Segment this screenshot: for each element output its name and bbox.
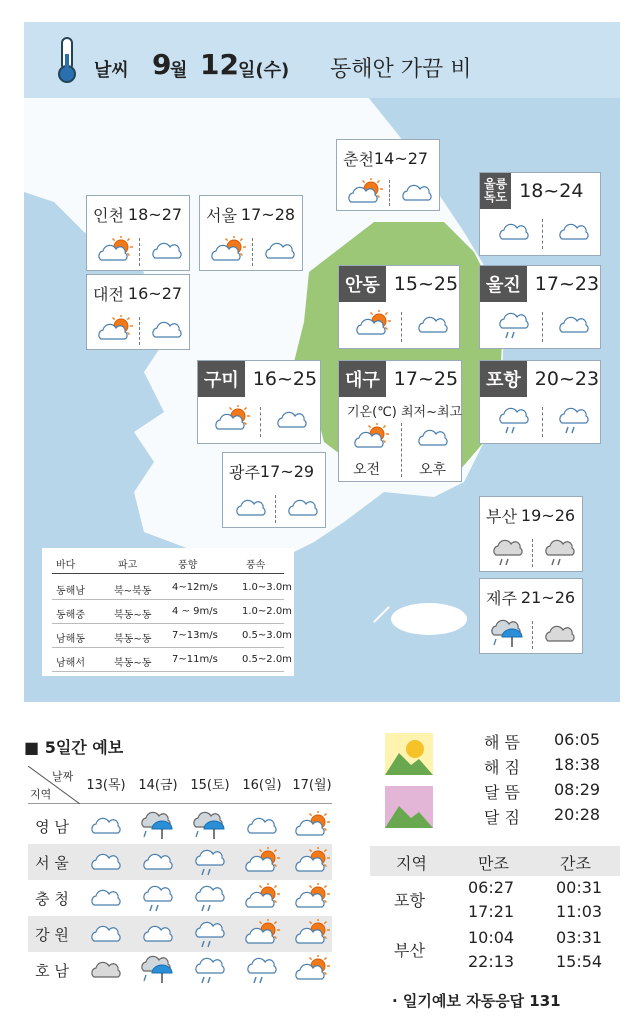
umbrella-rain-icon [138,811,176,841]
city-name: 광주 [229,462,260,482]
astro-label: 달 짐 [484,808,520,827]
cloudy-icon [86,883,124,913]
cloudy-icon [554,217,592,251]
umbrella-rain-icon [190,811,228,845]
region-name: 영 남 [35,818,69,836]
weather-map [24,22,620,702]
cloudy-icon [397,178,435,208]
cloudy-icon [554,310,592,344]
city-box-gumi [197,360,321,444]
forecast-day: 13(목) [86,778,126,793]
city-name-top: 울릉 [484,177,508,191]
gray-rain-icon [488,537,526,567]
sea-cell: 7~11m/s [172,654,218,665]
city-temp: 20~23 [534,368,600,390]
cloudy-rain-icon [190,919,228,949]
header-month-unit: 월 [170,60,188,81]
tide-high-time: 17:21 [468,902,515,921]
sea-cell: 북동~동 [114,634,152,645]
city-box-busan [479,496,583,572]
partly-cloudy-icon [242,847,280,881]
divider [542,312,543,342]
city-temp: 18~24 [519,180,584,202]
cloudy-rain-icon [138,883,176,917]
header-word-weather: 날씨 [94,60,129,81]
city-box-seoul [199,195,303,271]
city-temp: 19~26 [520,505,576,525]
tide-low-time: 15:54 [556,952,603,971]
gray-rain-icon [540,537,578,567]
divider [275,495,276,523]
sea-header: 바다 [56,560,76,571]
partly-cloudy-icon [208,236,246,266]
city-temp: 15~25 [393,273,459,295]
astro-time: 18:38 [554,755,601,774]
city-temp: 16~25 [252,368,318,390]
city-name: 춘천 [343,149,374,169]
forecast-day: 15(토) [190,778,230,793]
corner-top-label: 날짜 [52,770,74,783]
cloudy-icon [397,178,435,212]
forecast-row [28,844,332,880]
city-box-chuncheon [336,139,440,211]
partly-cloudy-icon [353,310,391,344]
city-name: 대구 [339,361,386,397]
forecast-row [28,880,332,916]
tide-low-time: 03:31 [556,928,603,947]
cloudy-rain-icon [190,883,228,913]
forecast-day: 16(일) [242,778,282,793]
region-name: 충 청 [35,890,69,908]
cloudy-rain-icon [190,847,228,877]
partly-cloudy-icon [292,919,330,953]
cloudy-icon [86,811,124,841]
cloudy-icon [413,310,451,344]
city-temp: 17~29 [259,461,315,481]
forecast-title: ■ 5일간 예보 [24,738,124,757]
cloudy-icon [86,919,124,953]
partly-cloudy-icon [292,955,330,989]
sea-cell: 남해동 [56,634,85,645]
sea-cell: 1.0~2.0m [242,606,292,617]
cloudy-rain-icon [494,310,532,344]
astro-label: 달 뜸 [484,783,520,802]
moonrise-icon [385,786,433,828]
cloudy-icon [86,847,124,881]
city-temp: 17~25 [393,368,459,390]
sea-cell: 4~12m/s [172,582,218,593]
cloudy-icon [138,847,176,881]
umbrella-rain-icon [138,811,176,845]
sunrise-icon [385,733,433,775]
cloudy-icon [272,405,310,435]
tide-header-row [370,846,620,876]
cloudy-rain-icon [190,955,228,989]
cloudy-icon [138,847,176,877]
partly-cloudy-icon [212,405,250,439]
partly-cloudy-icon [95,315,133,345]
gray-cloud-icon [86,955,124,985]
city-temp: 17~28 [240,204,296,224]
cloudy-rain-icon [242,955,280,989]
partly-cloudy-icon [292,955,330,985]
divider [401,423,402,477]
partly-cloudy-icon [242,883,280,917]
city-name: 제주 [486,588,517,608]
partly-cloudy-icon [292,919,330,949]
partly-cloudy-icon [351,423,389,453]
partly-cloudy-icon [345,178,383,208]
astro-time: 06:05 [554,730,601,749]
cloudy-icon [147,236,185,270]
partly-cloudy-icon [292,883,330,917]
region-name: 서 울 [35,854,69,872]
divider [139,238,140,266]
cloudy-icon [260,236,298,266]
city-box-daejeon [86,274,190,350]
partly-cloudy-icon [292,847,330,877]
sea-row [52,648,292,672]
city-box-gwangju [222,452,326,528]
tide-place: 포항 [394,891,425,910]
cloudy-icon [494,217,532,247]
partly-cloudy-icon [353,310,391,340]
cloudy-rain-icon [554,405,592,439]
cloudy-rain-icon [242,955,280,985]
thermometer-icon [54,36,80,84]
cloudy-icon [554,310,592,340]
divider [389,180,390,206]
cloudy-rain-icon [138,883,176,913]
cloudy-icon [242,811,280,841]
header-bar [24,22,620,98]
city-name: 인천 [93,205,124,225]
cloudy-icon [231,493,269,523]
cloudy-icon [147,315,185,345]
city-temp: 14~27 [373,148,429,168]
umbrella-rain-icon [190,811,228,841]
sea-header: 파고 [118,560,138,571]
umbrella-rain-icon [138,955,176,989]
divider [139,317,140,345]
partly-cloudy-icon [242,883,280,913]
city-name: 울진 [480,266,527,302]
city-name: 서울 [206,205,237,225]
divider [542,407,543,437]
gray-cloud-icon [540,619,578,649]
partly-cloudy-icon [345,178,383,212]
cloudy-icon [147,315,185,349]
city-box-pohang [479,360,601,444]
divider [260,407,261,437]
sea-conditions-table [42,548,294,676]
city-temp: 17~23 [534,273,600,295]
city-name: 포항 [480,361,527,397]
partly-cloudy-icon [208,236,246,270]
forecast-row [28,952,332,988]
tide-low-time: 00:31 [556,878,603,897]
city-box-ulleung [479,172,601,256]
legend-pm: 오후 [419,462,447,478]
cloudy-rain-icon [190,847,228,881]
partly-cloudy-icon [95,236,133,270]
header-day: 12 [200,48,239,81]
cloudy-icon [147,236,185,266]
sea-cell: 북동~동 [114,610,152,621]
cloudy-rain-icon [494,405,532,439]
legend-am: 오전 [353,462,381,478]
sea-cell: 1.0~3.0m [242,582,292,593]
sea-cell: 북~북동 [114,586,152,597]
cloudy-icon [413,310,451,340]
region-name: 강 원 [35,926,69,944]
partly-cloudy-icon [292,811,330,841]
tide-header: 지역 [396,854,427,873]
cloudy-icon [413,423,451,457]
cloudy-icon [554,217,592,247]
city-box-incheon [86,195,190,271]
partly-cloudy-icon [95,236,133,266]
astro-time: 20:28 [554,805,601,824]
gray-cloud-icon [86,955,124,989]
cloudy-icon [86,811,124,845]
cloudy-icon [231,493,269,527]
sea-row [52,600,292,624]
cloudy-icon [86,883,124,917]
sea-cell: 0.5~3.0m [242,630,292,641]
tide-low-time: 11:03 [556,902,603,921]
cloudy-rain-icon [494,310,532,340]
gray-rain-icon [488,537,526,571]
gray-cloud-icon [540,619,578,653]
tide-place: 부산 [394,941,425,960]
region-name: 호 남 [35,962,69,980]
gray-rain-icon [540,537,578,571]
umbrella-rain-icon [488,619,526,653]
tide-high-time: 22:13 [468,952,515,971]
city-box-andong [338,265,460,349]
forecast-day: 17(월) [292,778,332,793]
city-name: 안동 [339,266,386,302]
cloudy-icon [260,236,298,270]
city-name-bottom: 독도 [484,190,508,204]
city-temp: 21~26 [520,587,576,607]
partly-cloudy-icon [242,847,280,877]
cloudy-icon [272,405,310,439]
astro-label: 해 뜸 [484,733,520,752]
sea-cell: 7~13m/s [172,630,218,641]
partly-cloudy-icon [242,919,280,949]
sea-header: 풍속 [246,560,266,571]
cloudy-icon [283,493,321,527]
partly-cloudy-icon [212,405,250,435]
cloudy-icon [413,423,451,453]
corner-bottom-label: 지역 [30,788,52,801]
divider [532,621,533,649]
city-name: 구미 [198,361,245,397]
sea-header-row [52,550,284,574]
city-box-uljin [479,265,601,349]
partly-cloudy-icon [242,919,280,953]
forecast-header-row [28,766,332,804]
city-box-daegu [338,360,462,482]
city-temp: 18~27 [127,204,183,224]
cloudy-rain-icon [554,405,592,435]
partly-cloudy-icon [95,315,133,349]
cloudy-icon [138,919,176,949]
divider [252,238,253,266]
divider [532,539,533,567]
sea-header: 풍향 [178,560,198,571]
sea-cell: 남해서 [56,658,85,669]
cloudy-rain-icon [190,883,228,917]
city-name: 대전 [93,284,124,304]
tide-high-time: 10:04 [468,928,515,947]
sea-row [52,576,292,600]
sea-cell: 동해중 [56,610,85,621]
cloudy-rain-icon [190,919,228,953]
umbrella-rain-icon [488,619,526,649]
sea-cell: 0.5~2.0m [242,654,292,665]
tide-header: 만조 [478,854,509,873]
header-headline: 동해안 가끔 비 [330,57,472,82]
cloudy-icon [86,919,124,949]
tide-high-time: 06:27 [468,878,515,897]
partly-cloudy-icon [351,423,389,457]
sea-row [52,624,292,648]
sea-cell: 4 ~ 9m/s [172,606,218,617]
footer-note: · 일기예보 자동응답 131 [392,992,561,1010]
city-temp: 16~27 [127,283,183,303]
forecast-day: 14(금) [138,778,178,793]
forecast-row [28,916,332,952]
header-day-unit: 일(수) [238,60,290,81]
cloudy-rain-icon [190,955,228,985]
sea-cell: 동해남 [56,586,85,597]
divider [542,219,543,249]
cloudy-icon [86,847,124,877]
partly-cloudy-icon [292,847,330,881]
city-name [480,173,511,209]
partly-cloudy-icon [292,811,330,845]
cloudy-icon [138,919,176,953]
forecast-row [28,808,332,844]
legend-caption: 기온(℃) 최저~최고 [347,405,463,420]
city-box-jeju [479,578,583,654]
astro-label: 해 짐 [484,758,520,777]
partly-cloudy-icon [292,883,330,913]
cloudy-icon [494,217,532,251]
cloudy-icon [283,493,321,523]
sea-cell: 북동~동 [114,658,152,669]
divider [401,312,402,342]
city-name: 부산 [486,506,517,526]
header-month: 9 [152,48,172,81]
astro-time: 08:29 [554,780,601,799]
tide-header: 간조 [560,854,591,873]
umbrella-rain-icon [138,955,176,985]
cloudy-icon [242,811,280,845]
cloudy-rain-icon [494,405,532,435]
